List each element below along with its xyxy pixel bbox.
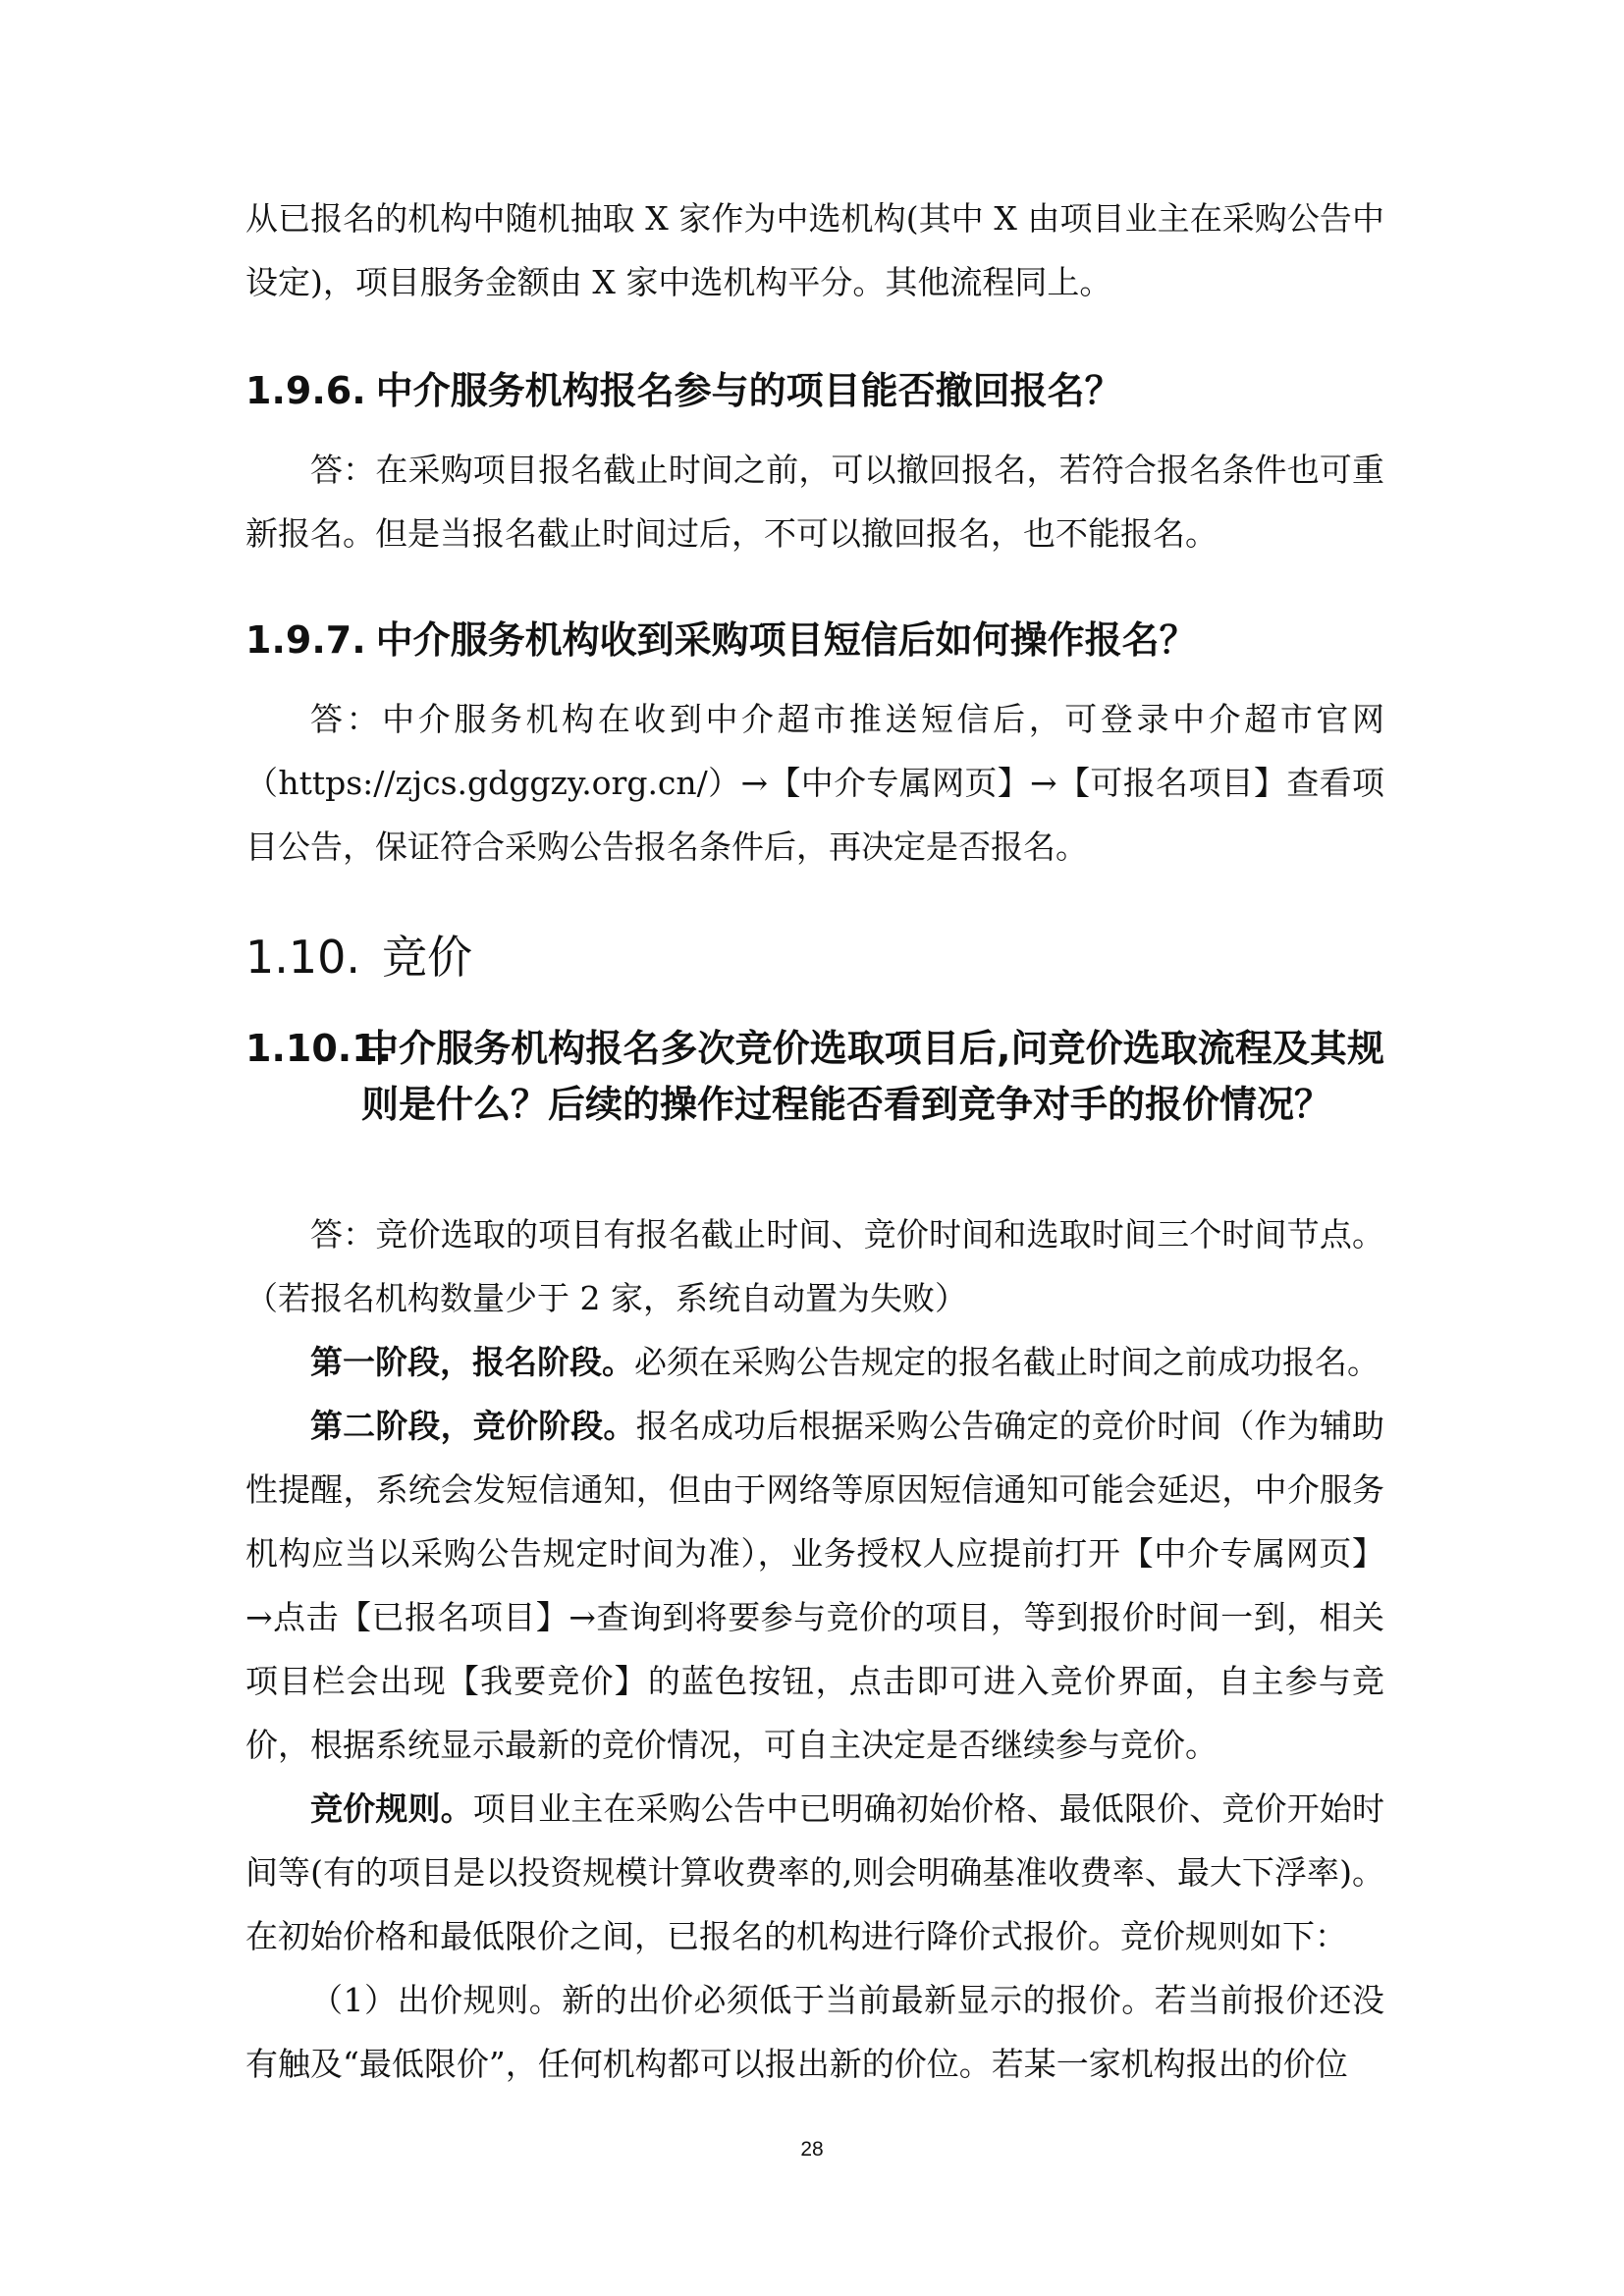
heading-text: 中介服务机构报名多次竞价选取项目后,问竞价选取流程及其规则是什么？后续的操作过程能否看到竞争对手的报价情况？	[361, 1027, 1384, 1126]
paragraph-continuation: 从已报名的机构中随机抽取 X 家作为中选机构(其中 X 由项目业主在采购公告中设定)，项目服务金额由 X 家中选机构平分。其他流程同上。	[245, 199, 1384, 301]
bold-lead: 第一阶段，报名阶段。	[310, 1343, 634, 1381]
paragraph-text: 报名成功后根据采购公告确定的竞价时间（作为辅助性提醒，系统会发短信通知，但由于网络等原因短信通知可能会延迟，中介服务机构应当以采购公告规定时间为准），业务授权人应提前打开【中介专属网页】→点击【已报名项目】→查询到将要参与竞价的项目，等到报价时间一到，相关项目栏会出现【我要竞价】的蓝色按钮，点击即可进入竞价界面，自主参与竞价，根据系统显示最新的竞价情况，可自主决定是否继续参与竞价。	[245, 1407, 1384, 1764]
stage-one-paragraph	[245, 1330, 1384, 1394]
heading-text: 竞价	[382, 931, 473, 984]
heading-text: 中介服务机构报名参与的项目能否撤回报名？	[375, 369, 1122, 412]
heading-number: 1.9.7.	[245, 618, 366, 662]
rule-one-paragraph: （1）出价规则。新的出价必须低于当前最新显示的报价。若当前报价还没有触及“最低限价”，任何机构都可以报出新的价位。若某一家机构报出的价位	[245, 1981, 1384, 2083]
bold-lead: 竞价规则。	[310, 1789, 473, 1828]
heading-text: 中介服务机构收到采购项目短信后如何操作报名？	[375, 618, 1197, 662]
answer-paragraph: 答：中介服务机构在收到中介超市推送短信后，可登录中介超市官网（https://zjcs.gdggzy.org.cn/）→【中介专属网页】→【可报名项目】查看项目公告，保证符合采购公告报名条件后，再决定是否报名。	[245, 700, 1384, 866]
heading-1-9-7	[245, 613, 1197, 667]
bidding-rules-paragraph	[245, 1777, 1384, 1968]
answer-paragraph: 答：在采购项目报名截止时间之前，可以撤回报名，若符合报名条件也可重新报名。但是当报名截止时间过后，不可以撤回报名，也不能报名。	[245, 451, 1384, 553]
page-number: 28	[800, 2138, 824, 2161]
heading-number: 1.10.	[245, 931, 361, 984]
stage-two-paragraph	[245, 1394, 1384, 1777]
heading-number: 1.10.1.	[245, 1027, 393, 1070]
paragraph-text: 项目业主在采购公告中已明确初始价格、最低限价、竞价开始时间等(有的项目是以投资规模计算收费率的,则会明确基准收费率、最大下浮率)。在初始价格和最低限价之间，已报名的机构进行降价式报价。竞价规则如下：	[245, 1789, 1384, 1955]
answer-paragraph: 答：竞价选取的项目有报名截止时间、竞价时间和选取时间三个时间节点。（若报名机构数量少于 2 家，系统自动置为失败）	[245, 1215, 1384, 1317]
heading-number: 1.9.6.	[245, 369, 366, 412]
heading-1-10	[245, 926, 472, 988]
heading-1-10-1	[245, 1021, 1384, 1133]
heading-1-9-6	[245, 363, 1122, 418]
paragraph-text: 必须在采购公告规定的报名截止时间之前成功报名。	[634, 1343, 1380, 1381]
bold-lead: 第二阶段，竞价阶段。	[310, 1407, 636, 1445]
